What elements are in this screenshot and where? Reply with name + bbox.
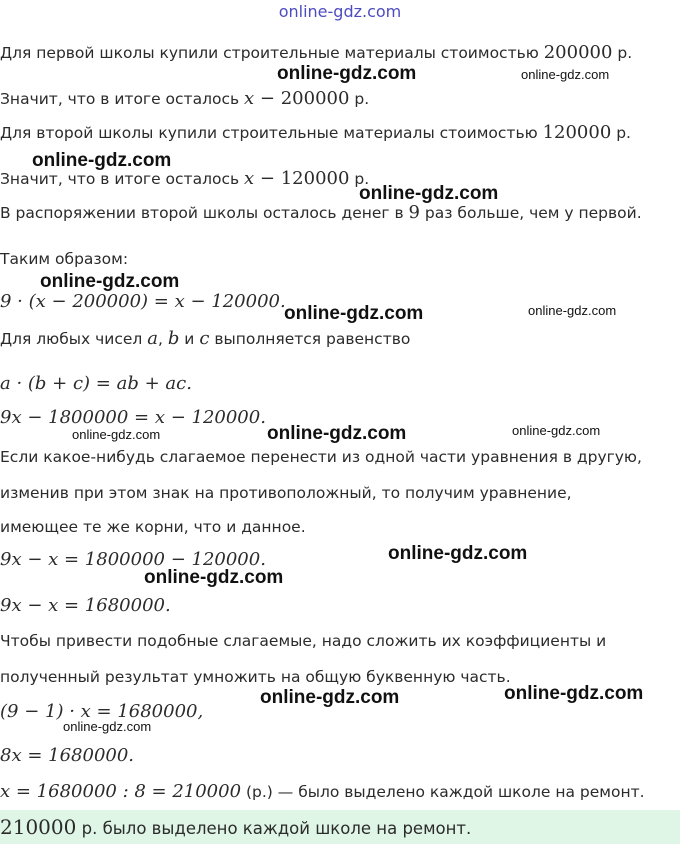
answer-number: 210000 bbox=[0, 815, 77, 839]
line-text: выполняется равенство bbox=[209, 330, 411, 348]
math-number: − 120000 bbox=[254, 168, 350, 189]
line-text: Значит, что в итоге осталось bbox=[0, 170, 245, 188]
math-number: 9 bbox=[408, 202, 420, 223]
text-line-8: Если какое-нибудь слагаемое перенести из одной части уравнения в другую, bbox=[0, 448, 642, 466]
line-text: и bbox=[179, 330, 200, 348]
math-variable: b bbox=[167, 328, 180, 349]
watermark: online-gdz.com bbox=[40, 271, 180, 292]
watermark: online-gdz.com bbox=[388, 543, 528, 564]
line-text: раз больше, чем у первой. bbox=[420, 204, 642, 222]
header-watermark: online-gdz.com bbox=[278, 2, 402, 21]
watermark: online-gdz.com bbox=[63, 719, 152, 734]
line-text: р. bbox=[612, 44, 633, 62]
text-line-6: Таким образом: bbox=[0, 250, 129, 268]
equation-2: a · (b + c) = ab + ac. bbox=[0, 373, 192, 394]
equation-3: 9x − 1800000 = x − 120000. bbox=[0, 407, 266, 428]
line-text: р. bbox=[611, 124, 631, 142]
text-line-3 bbox=[0, 122, 631, 144]
equation-8: x = 1680000 : 8 = 210000 bbox=[0, 781, 242, 802]
watermark: online-gdz.com bbox=[504, 683, 644, 704]
text-line-5 bbox=[0, 202, 642, 224]
watermark: online-gdz.com bbox=[512, 423, 601, 438]
watermark: online-gdz.com bbox=[359, 183, 499, 204]
text-line-7 bbox=[0, 328, 410, 350]
line-text: Значит, что в итоге осталось bbox=[0, 90, 245, 108]
text-line-12: полученный результат умножить на общую буквенную часть. bbox=[0, 668, 511, 686]
line-text: Для второй школы купили строительные материалы стоимостью bbox=[0, 124, 543, 142]
watermark: online-gdz.com bbox=[284, 303, 424, 324]
equation-1: 9 · (x − 200000) = x − 120000. bbox=[0, 291, 286, 312]
line-text: р. bbox=[349, 90, 370, 108]
text-line-1 bbox=[0, 42, 632, 64]
math-number: 120000 bbox=[542, 122, 612, 143]
watermark: online-gdz.com bbox=[260, 687, 400, 708]
text-line-9: изменив при этом знак на противоположный, то получим уравнение, bbox=[0, 484, 572, 502]
watermark: online-gdz.com bbox=[144, 567, 284, 588]
answer-box bbox=[0, 810, 680, 844]
watermark: online-gdz.com bbox=[277, 63, 417, 84]
answer-text: р. было выделено каждой школе на ремонт. bbox=[76, 819, 472, 838]
text-line-2 bbox=[0, 88, 369, 110]
equation-7: 8x = 1680000. bbox=[0, 745, 135, 766]
watermark: online-gdz.com bbox=[267, 423, 407, 444]
text-line-11: Чтобы привести подобные слагаемые, надо сложить их коэффициенты и bbox=[0, 632, 607, 650]
equation-4: 9x − x = 1800000 − 120000. bbox=[0, 549, 266, 570]
math-variable: x bbox=[244, 168, 255, 189]
line-text: В распоряжении второй школы осталось денег в bbox=[0, 204, 409, 222]
line-text: , bbox=[157, 330, 168, 348]
watermark: online-gdz.com bbox=[32, 150, 172, 171]
line-text: Для первой школы купили строительные материалы стоимостью bbox=[0, 44, 544, 62]
equation-8-line bbox=[0, 780, 645, 804]
equation-5: 9x − x = 1680000. bbox=[0, 595, 171, 616]
line-text: Для любых чисел bbox=[0, 330, 148, 348]
text-line-10: имеющее те же корни, что и данное. bbox=[0, 518, 306, 536]
line-text: р. bbox=[349, 170, 370, 188]
equation-6: (9 − 1) · x = 1680000, bbox=[0, 701, 204, 722]
watermark: online-gdz.com bbox=[521, 67, 610, 82]
math-variable: c bbox=[199, 328, 210, 349]
math-variable: x bbox=[244, 88, 255, 109]
math-number: − 200000 bbox=[254, 88, 350, 109]
line-text: (р.) — было выделено каждой школе на ремонт. bbox=[241, 783, 645, 801]
math-variable: a bbox=[147, 328, 158, 349]
math-number: 200000 bbox=[543, 42, 613, 63]
watermark: online-gdz.com bbox=[72, 427, 161, 442]
watermark: online-gdz.com bbox=[528, 303, 617, 318]
